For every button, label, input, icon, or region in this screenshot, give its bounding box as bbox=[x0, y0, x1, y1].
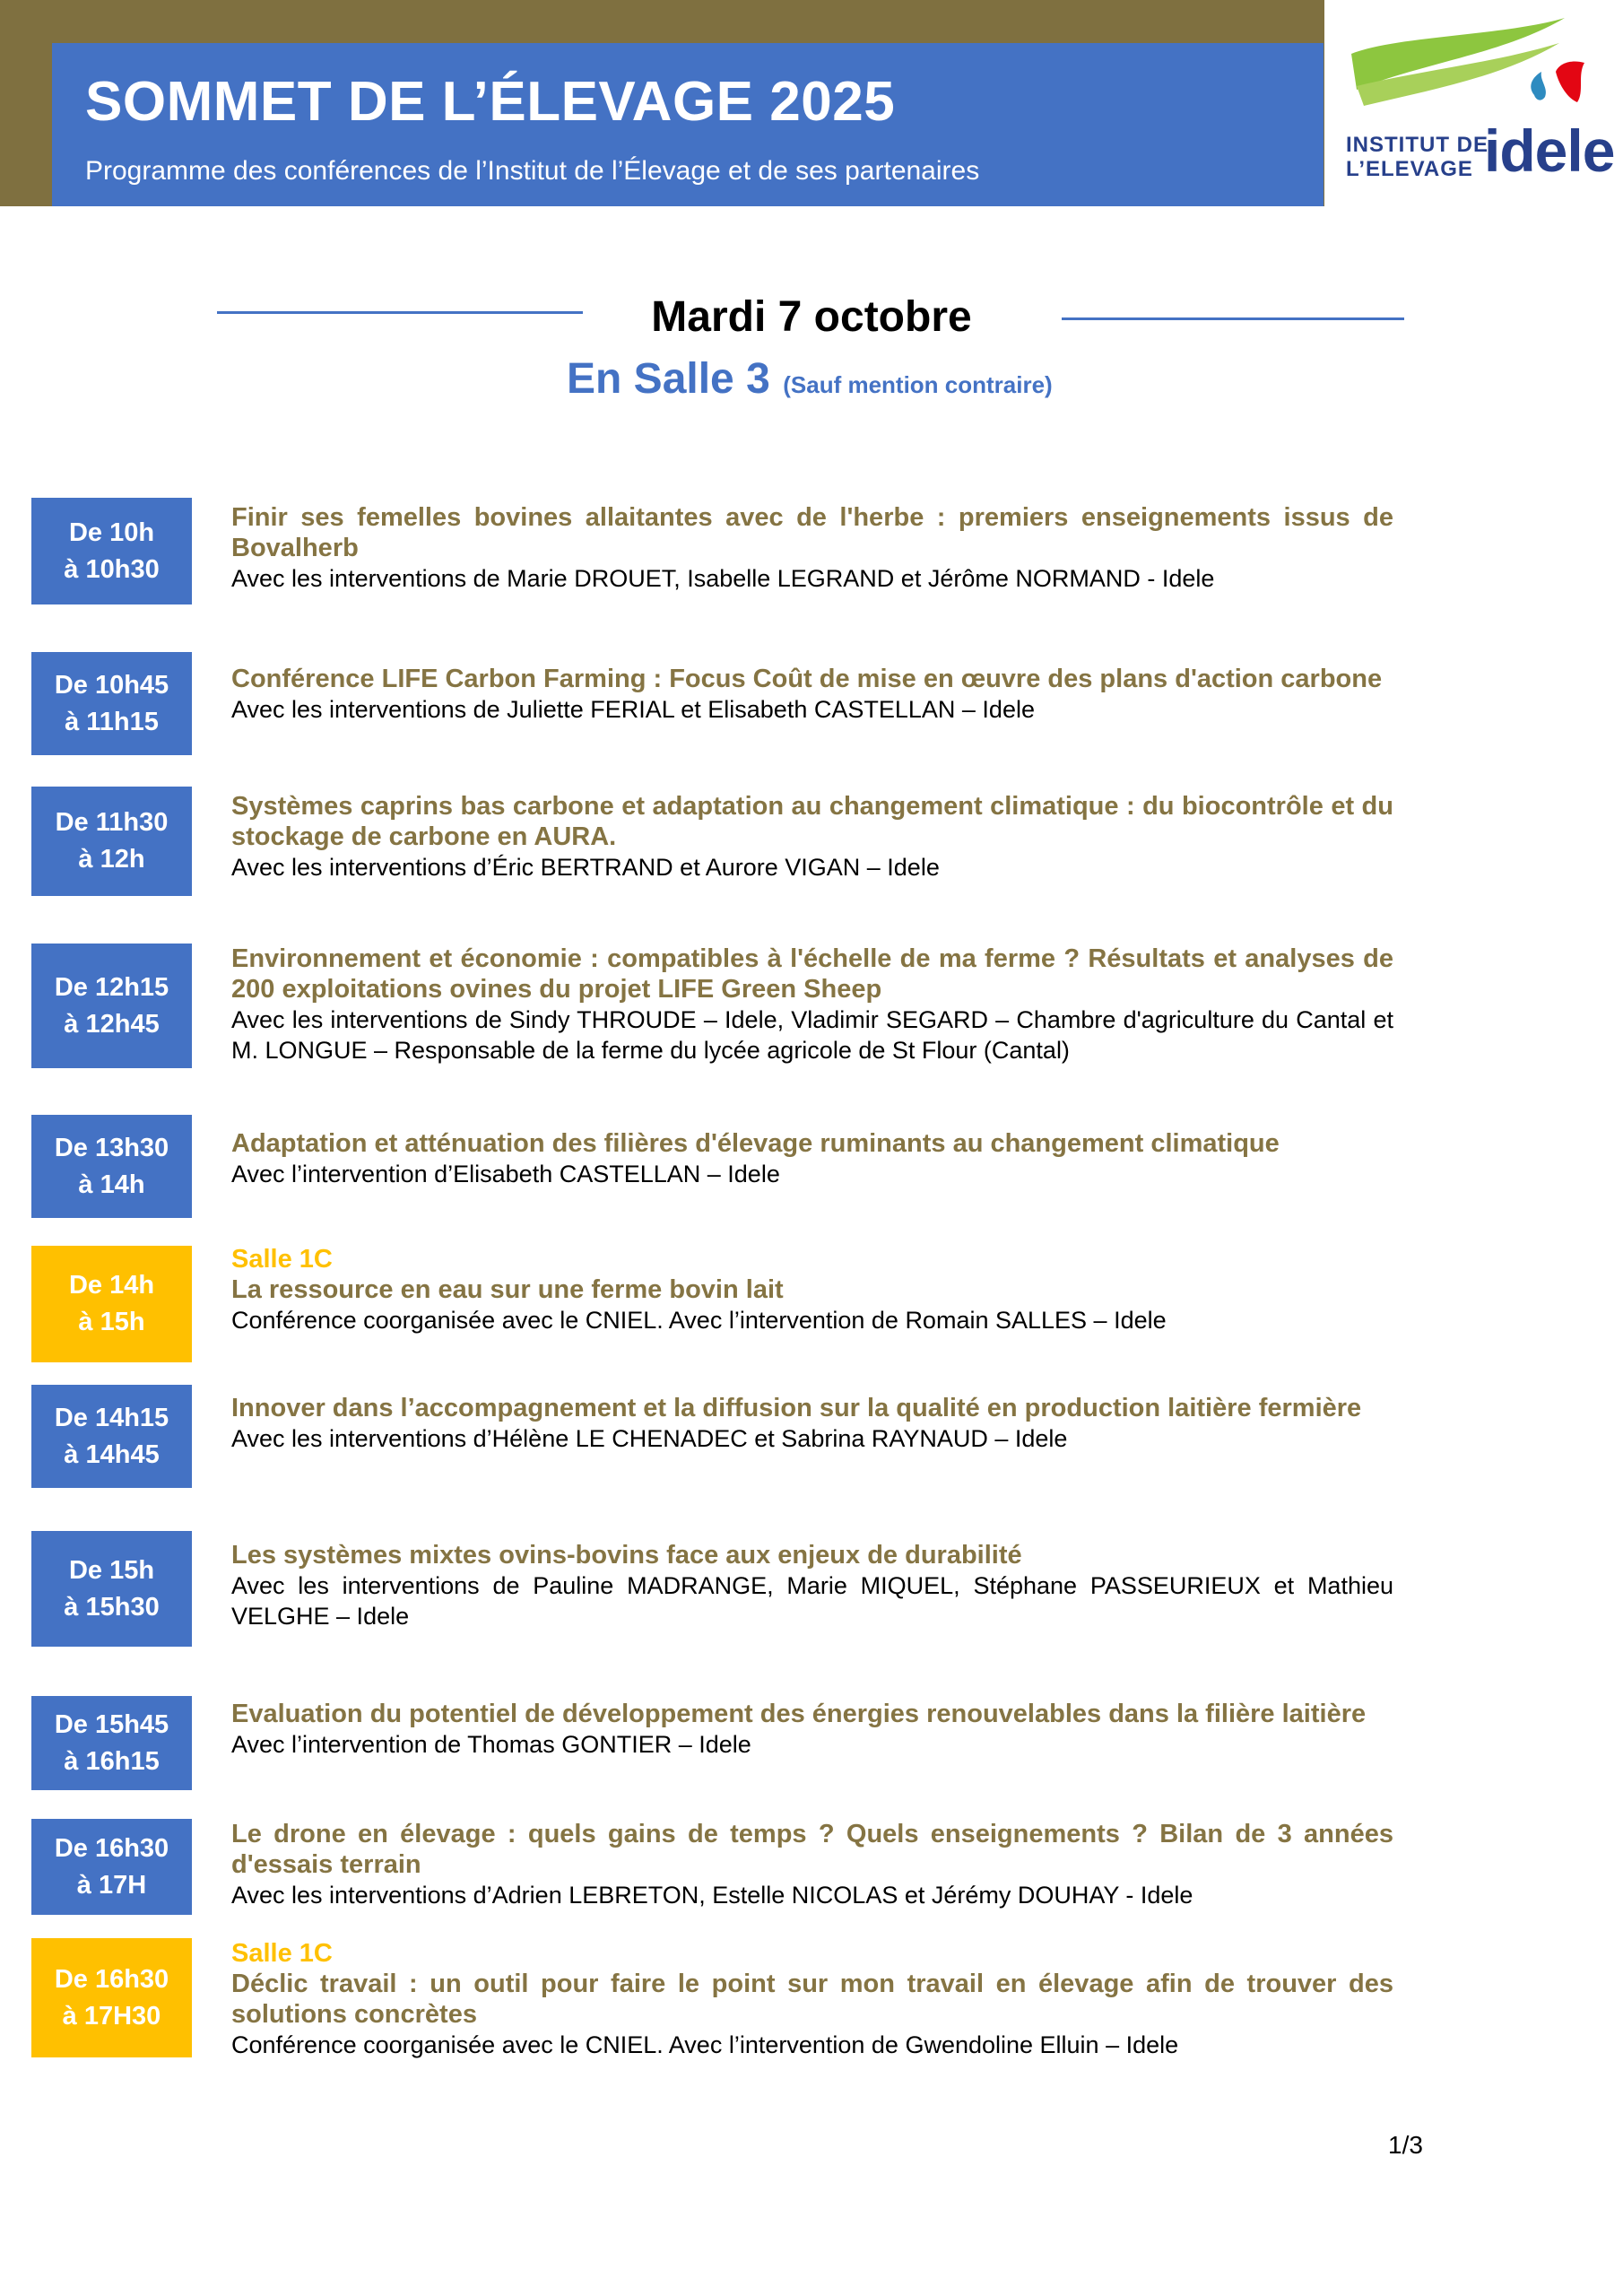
time-slot: De 13h30 à 14h bbox=[31, 1115, 192, 1218]
session-title: Conférence LIFE Carbon Farming : Focus Coût de mise en œuvre des plans d'action carbone bbox=[231, 665, 1383, 693]
time-slot: De 11h30 à 12h bbox=[31, 787, 192, 896]
session-room: Salle 1C bbox=[231, 1245, 333, 1274]
session-title: Le drone en élevage : quels gains de temps ? Quels enseignements ? Bilan de 3 années d'essais terrain bbox=[231, 1820, 1393, 1879]
time-slot: De 10h45 à 11h15 bbox=[31, 652, 192, 755]
logo-institute-text: INSTITUT DE L’ELEVAGE bbox=[1346, 133, 1488, 181]
day-title: Mardi 7 octobre bbox=[651, 293, 972, 341]
session-speakers: Avec les interventions de Juliette FERIAL et Elisabeth CASTELLAN – Idele bbox=[231, 696, 1035, 723]
header-box bbox=[52, 43, 1324, 206]
session-speakers: Avec l’intervention d’Elisabeth CASTELLAN – Idele bbox=[231, 1161, 780, 1187]
session-speakers: Avec les interventions de Sindy THROUDE – Idele, Vladimir SEGARD – Chambre d'agriculture du Cantal et M. LONGUE – Responsable de la ferme du lycée agricole de St Flour (Cantal) bbox=[231, 1006, 1393, 1064]
session-title: Systèmes caprins bas carbone et adaptation au changement climatique : du biocontrôle et du stockage de carbone en AURA. bbox=[231, 792, 1393, 851]
session-speakers: Avec les interventions d’Adrien LEBRETON, Estelle NICOLAS et Jérémy DOUHAY - Idele bbox=[231, 1882, 1193, 1909]
session-title: Adaptation et atténuation des filières d'élevage ruminants au changement climatique bbox=[231, 1129, 1280, 1158]
session-speakers: Conférence coorganisée avec le CNIEL. Avec l’intervention de Gwendoline Elluin – Idele bbox=[231, 2031, 1179, 2058]
time-slot: De 15h45 à 16h15 bbox=[31, 1696, 192, 1790]
page-subtitle: Programme des conférences de l’Institut de l’Élevage et de ses partenaires bbox=[85, 156, 980, 186]
session-title: Déclic travail : un outil pour faire le point sur mon travail en élevage afin de trouver des solutions concrètes bbox=[231, 1970, 1393, 2029]
session-speakers: Avec les interventions de Marie DROUET, Isabelle LEGRAND et Jérôme NORMAND - Idele bbox=[231, 565, 1215, 592]
session-speakers: Avec les interventions de Pauline MADRANGE, Marie MIQUEL, Stéphane PASSEURIEUX et Mathieu VELGHE – Idele bbox=[231, 1572, 1393, 1630]
room-line bbox=[567, 354, 1053, 404]
session-title: Finir ses femelles bovines allaitantes avec de l'herbe : premiers enseignements issus de Bovalherb bbox=[231, 503, 1393, 562]
session-room: Salle 1C bbox=[231, 1939, 333, 1968]
session-title: Environnement et économie : compatibles à l'échelle de ma ferme ? Résultats et analyses de 200 exploitations ovines du projet LIFE Green Sheep bbox=[231, 944, 1393, 1004]
page-number: 1/3 bbox=[1388, 2131, 1423, 2159]
session-speakers: Avec l’intervention de Thomas GONTIER – Idele bbox=[231, 1731, 751, 1758]
session-title: Les systèmes mixtes ovins-bovins face aux enjeux de durabilité bbox=[231, 1541, 1022, 1570]
idele-logo bbox=[1324, 0, 1623, 206]
logo-brand-text: idele bbox=[1484, 117, 1615, 184]
time-slot: De 14h à 15h bbox=[31, 1246, 192, 1362]
session-speakers: Conférence coorganisée avec le CNIEL. Avec l’intervention de Romain SALLES – Idele bbox=[231, 1307, 1167, 1334]
time-slot: De 10h à 10h30 bbox=[31, 498, 192, 604]
session-title: Innover dans l’accompagnement et la diffusion sur la qualité en production laitière fermière bbox=[231, 1394, 1362, 1422]
session-speakers: Avec les interventions d’Hélène LE CHENADEC et Sabrina RAYNAUD – Idele bbox=[231, 1425, 1068, 1452]
time-slot: De 16h30 à 17H30 bbox=[31, 1938, 192, 2057]
time-slot: De 12h15 à 12h45 bbox=[31, 944, 192, 1068]
time-slot: De 14h15 à 14h45 bbox=[31, 1385, 192, 1488]
room-note: (Sauf mention contraire) bbox=[783, 371, 1053, 398]
time-slot: De 15h à 15h30 bbox=[31, 1531, 192, 1647]
time-slot: De 16h30 à 17H bbox=[31, 1819, 192, 1915]
session-speakers: Avec les interventions d’Éric BERTRAND et Aurore VIGAN – Idele bbox=[231, 854, 940, 881]
room-name: En Salle 3 bbox=[567, 355, 770, 403]
page-title: SOMMET DE L’ÉLEVAGE 2025 bbox=[85, 71, 896, 133]
session-title: Evaluation du potentiel de développement des énergies renouvelables dans la filière laitière bbox=[231, 1700, 1367, 1728]
session-title: La ressource en eau sur une ferme bovin lait bbox=[231, 1275, 784, 1304]
